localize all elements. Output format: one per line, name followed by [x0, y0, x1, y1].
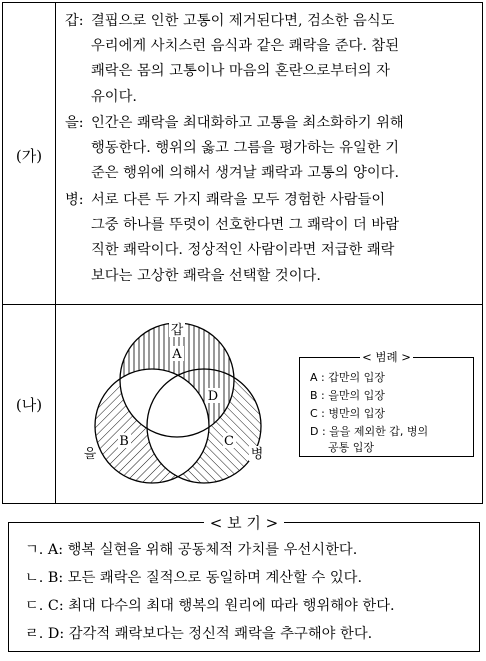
region-label-d: D	[207, 389, 219, 404]
statement-line: 서로 다른 두 가지 쾌락을 모두 경험한 사람들이	[91, 192, 386, 208]
legend-item: B : 을만의 입장	[310, 389, 385, 402]
statement-line: 우리에게 사치스런 음식과 같은 쾌락을 준다. 참된	[91, 38, 400, 55]
row-divider	[3, 304, 482, 305]
bogi-item-3: ㄷ. C: 최대 다수의 최대 행복의 원리에 따라 행위해야 한다.	[25, 598, 395, 614]
set-label-byeong: 병	[250, 447, 264, 462]
bogi-item-4: ㄹ. D: 감각적 쾌락보다는 정신적 쾌락을 추구해야 한다.	[25, 626, 373, 642]
statement-line: 그중 하나를 뚜렷이 선호한다면 그 쾌락이 더 바람	[91, 217, 400, 234]
statement-line: 결핍으로 인한 고통이 제거된다면, 검소한 음식도	[91, 13, 395, 29]
column-divider	[55, 3, 56, 503]
statement-line: 인간은 쾌락을 최대화하고 고통을 최소화하기 위해	[91, 115, 404, 131]
legend-item: C : 병만의 입장	[310, 407, 386, 420]
statement-byeong	[65, 188, 475, 289]
set-label-gap: 갑	[170, 323, 184, 338]
statement-line: 보다는 고상한 쾌락을 선택할 것이다.	[91, 267, 321, 284]
speaker-eul: 을:	[65, 115, 84, 131]
statement-line: 준은 행위에 의해서 생겨날 쾌락과 고통의 양이다.	[91, 165, 400, 182]
statement-line: 행동한다. 행위의 옳고 그름을 평가하는 유일한 기	[91, 140, 400, 157]
legend-item: 공통 입장	[328, 441, 375, 454]
section-ga-label: (가)	[15, 147, 43, 165]
legend-title: < 범례 >	[362, 350, 411, 364]
legend-box	[299, 350, 474, 457]
region-label-b: B	[119, 434, 129, 449]
bogi-item-1: ㄱ. A: 행복 실현을 위해 공동체적 가치를 우선시한다.	[25, 542, 358, 558]
legend-item: D : 을을 제외한 갑, 병의	[310, 425, 429, 438]
bogi-box	[8, 514, 480, 652]
statement-line: 유이다.	[91, 88, 137, 105]
statement-line: 직한 쾌락이다. 정상적인 사람이라면 저급한 쾌락	[91, 242, 395, 259]
region-label-a: A	[172, 347, 182, 362]
set-label-eul: 을	[83, 447, 97, 462]
statement-gap	[65, 9, 475, 110]
legend-item: A : 갑만의 입장	[310, 371, 385, 384]
statement-line: 쾌락은 몸의 고통이나 마음의 혼란으로부터의 자	[91, 63, 390, 80]
speaker-byeong: 병:	[65, 192, 84, 208]
bogi-item-2: ㄴ. B: 모든 쾌락은 질적으로 동일하며 계산할 수 있다.	[25, 570, 362, 586]
region-label-c: C	[224, 434, 234, 449]
bogi-title: < 보 기 >	[204, 514, 284, 532]
speaker-gap: 갑:	[65, 13, 84, 29]
section-na-label: (나)	[15, 396, 43, 414]
statement-eul	[65, 111, 475, 187]
venn-diagram	[82, 322, 282, 497]
